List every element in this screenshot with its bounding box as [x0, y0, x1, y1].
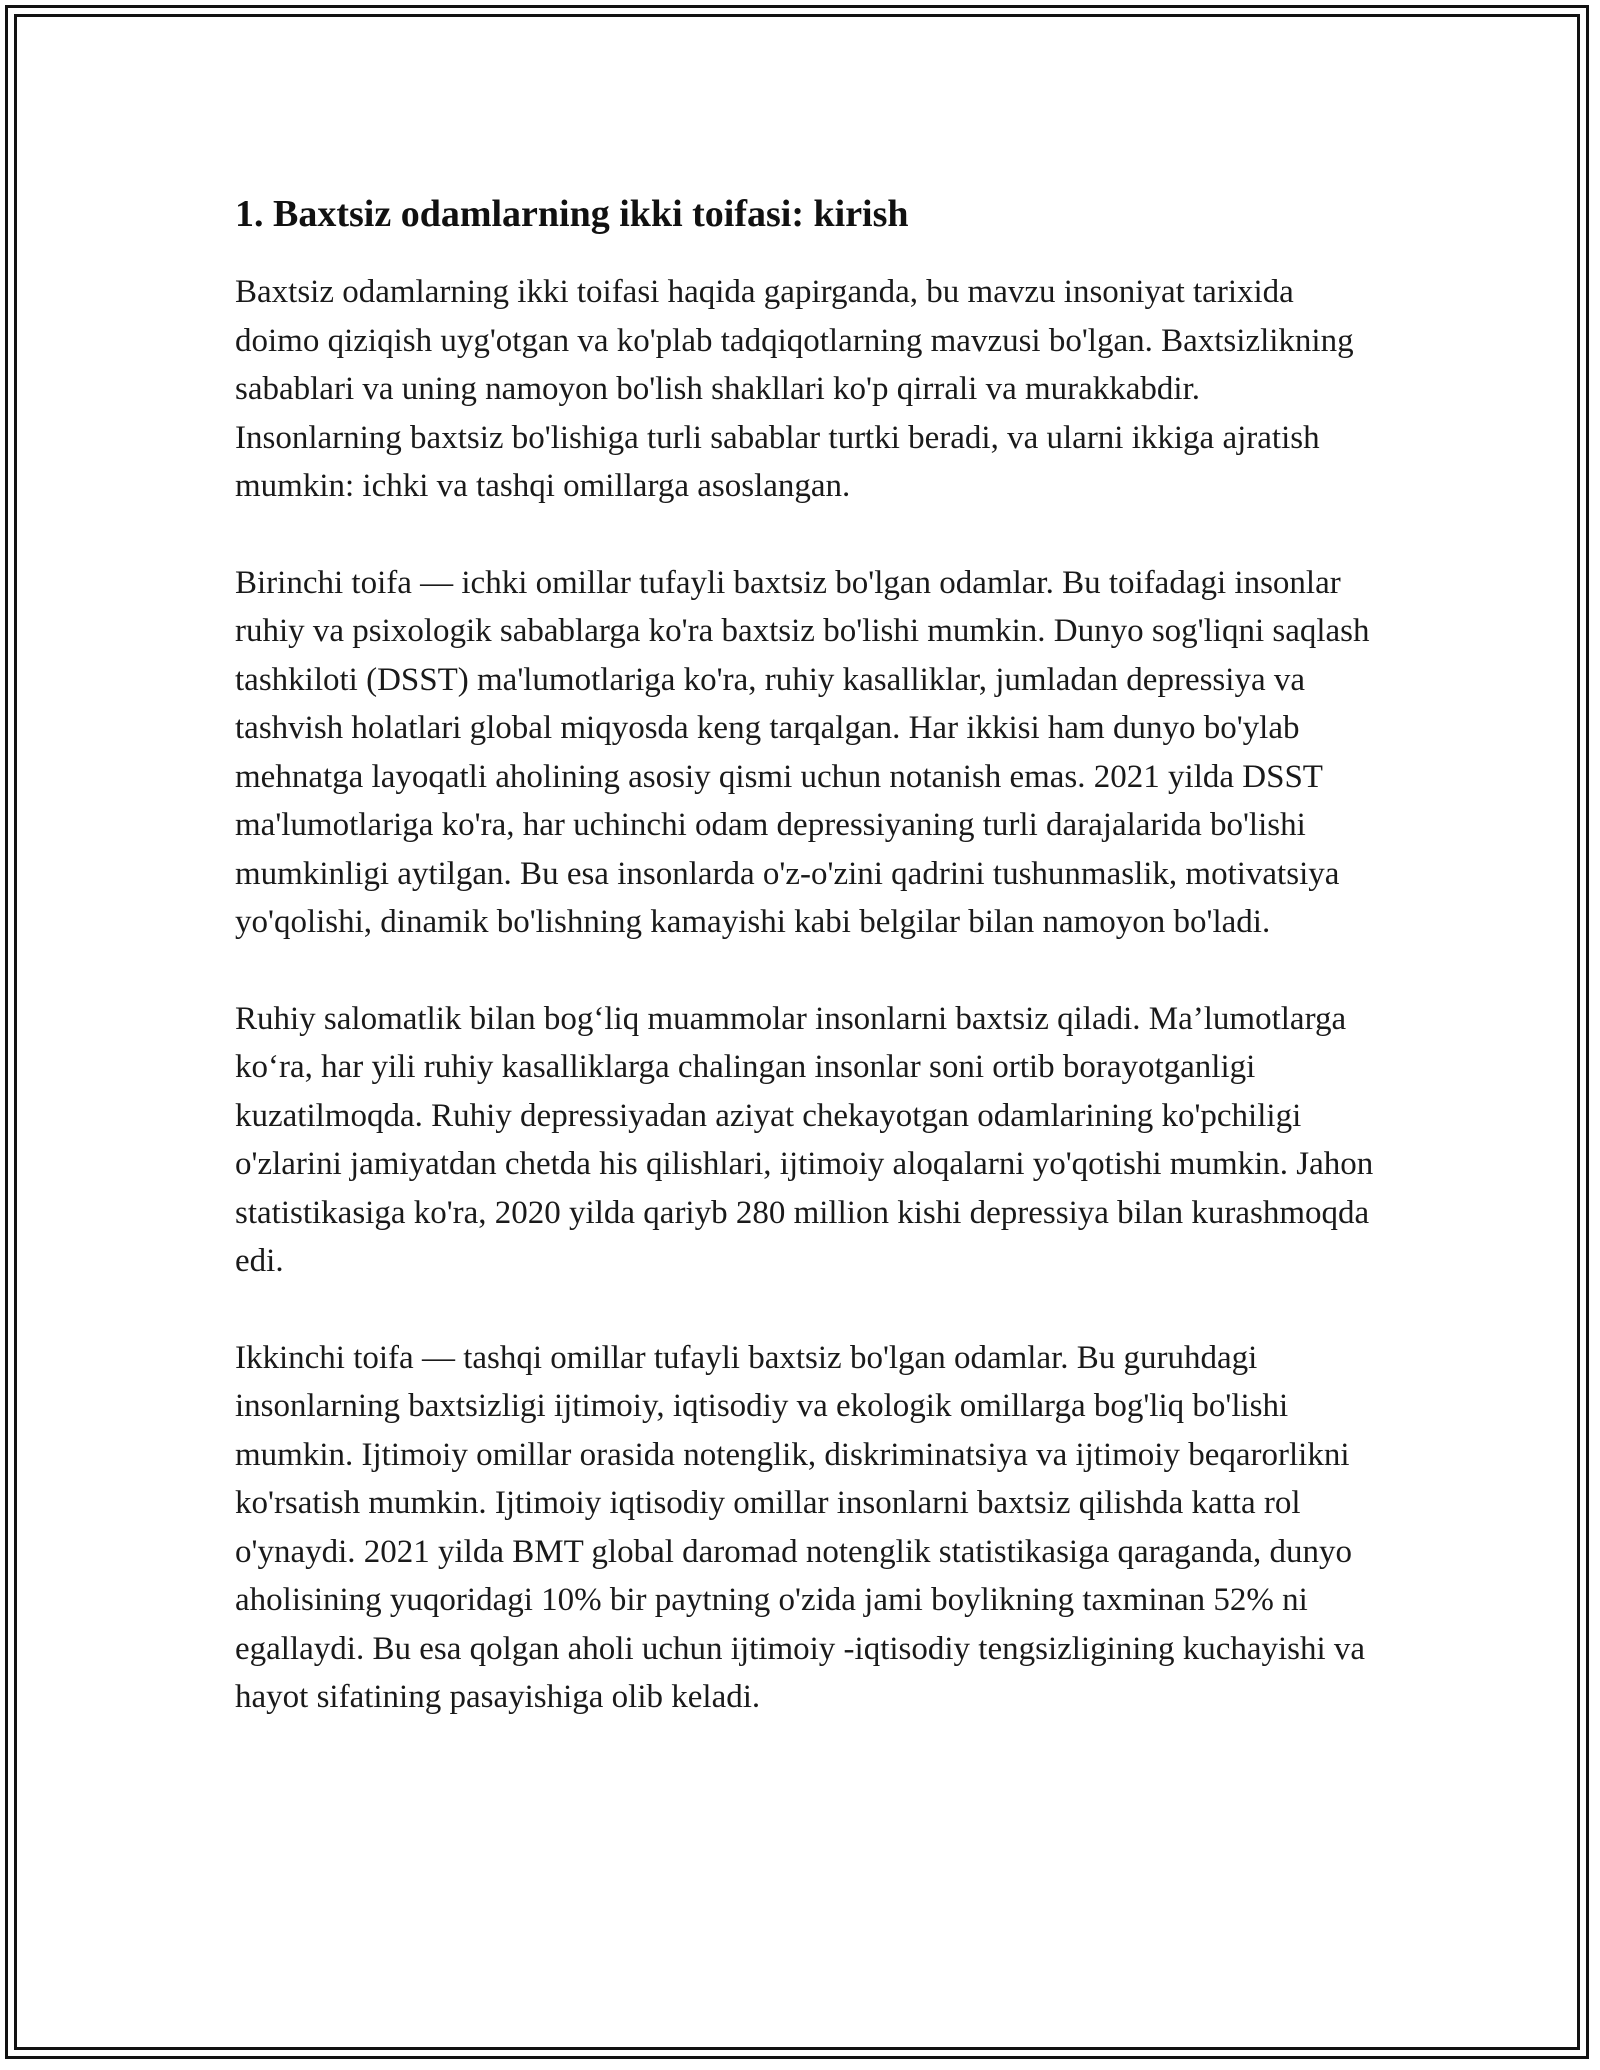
paragraph-external-factors: Ikkinchi toifa — tashqi omillar tufayli baxtsiz bo'lgan odamlar. Bu guruhdagi insonlarning baxtsizligi ijtimoiy, iqtisodiy va ekologik omillarga bog'liq bo'lishi mumkin. Ijtimoiy omillar orasida notenglik, diskriminatsiya va ijtimoiy beqarorlikni ko'rsatish mumkin. Ijtimoiy iqtisodiy omillar insonlarni baxtsiz qilishda katta rol o'ynaydi. 2021 yilda BMT global daromad notenglik statistikasiga qaraganda, dunyo aholisining yuqoridagi 10% bir paytning o'zida jami boylikning taxminan 52% ni egallaydi. Bu esa qolgan aholi uchun ijtimoiy -iqtisodiy tengsizligining kuchayishi va hayot sifatining pasayishiga olib keladi. [235, 1339, 1366, 1715]
paragraph-mental-health: Ruhiy salomatlik bilan bog‘liq muammolar insonlarni baxtsiz qiladi. Ma’lumotlarga ko‘ra, har yili ruhiy kasalliklarga chalingan insonlar soni ortib borayotganligi kuzatilmoqda. Ruhiy depressiyadan aziyat chekayotgan odamlarining ko'pchiligi o'zlarini jamiyatdan chetda his qilishlari, ijtimoiy aloqalarni yo'qotishi mumkin. Jahon statistikasiga ko'ra, 2020 yilda qariyb 280 million kishi depressiya bilan kurashmoqda edi. [235, 1000, 1374, 1279]
document-body [235, 188, 1375, 1770]
paragraph-internal-factors: Birinchi toifa — ichki omillar tufayli baxtsiz bo'lgan odamlar. Bu toifadagi insonlar ruhiy va psixologik sabablarga ko'ra baxtsiz bo'lishi mumkin. Dunyo sog'liqni saqlash tashkiloti (DSST) ma'lumotlariga ko'ra, ruhiy kasalliklar, jumladan depressiya va tashvish holatlari global miqyosda keng tarqalgan. Har ikkisi ham dunyo bo'ylab mehnatga layoqatli aholining asosiy qismi uchun notanish emas. 2021 yilda DSST ma'lumotlariga ko'ra, har uchinchi odam depressiyaning turli darajalarida bo'lishi mumkinligi aytilgan. Bu esa insonlarda o'z-o'zini qadrini tushunmaslik, motivatsiya yo'qolishi, dinamik bo'lishning kamayishi kabi belgilar bilan namoyon bo'ladi. [235, 564, 1370, 940]
paragraph-intro: Baxtsiz odamlarning ikki toifasi haqida gapirganda, bu mavzu insoniyat tarixida doimo qiziqish uyg'otgan va ko'plab tadqiqotlarning mavzusi bo'lgan. Baxtsizlikning sabablari va uning namoyon bo'lish shakllari ko'p qirrali va murakkabdir. Insonlarning baxtsiz bo'lishiga turli sabablar turtki beradi, va ularni ikkiga ajratish mumkin: ichki va tashqi omillarga asoslangan. [235, 274, 1354, 504]
section-heading: 1. Baxtsiz odamlarning ikki toifasi: kirish [235, 193, 909, 235]
